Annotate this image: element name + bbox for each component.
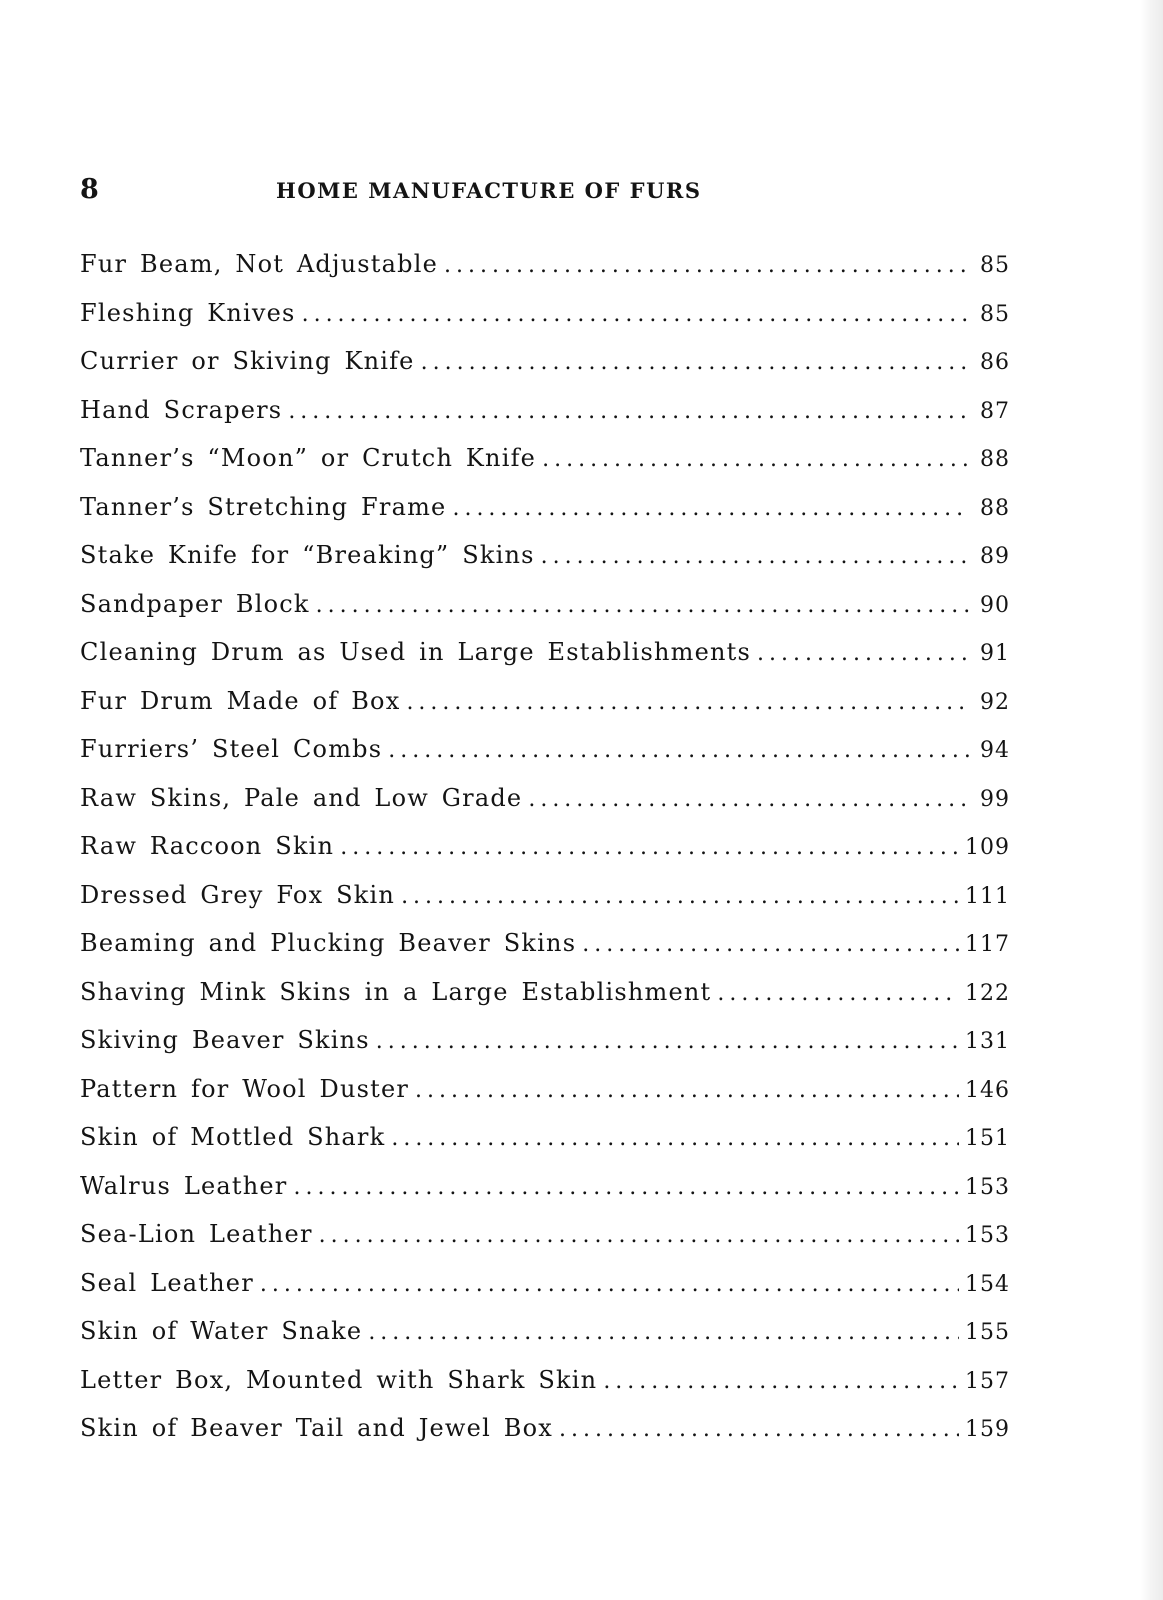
- entry-title: Sandpaper Block: [80, 589, 310, 618]
- entry-title: Tanner’s “Moon” or Crutch Knife: [80, 444, 537, 472]
- page-number: 8: [80, 174, 99, 205]
- list-entry: [80, 580, 1010, 629]
- entry-title: Currier or Skiving Knife: [80, 347, 415, 375]
- entry-page-number: 88: [980, 495, 1010, 521]
- dot-leader: [415, 1067, 959, 1116]
- list-entry: [80, 968, 1010, 1017]
- dot-leader: [391, 1115, 959, 1164]
- page-edge-shadow: [1141, 0, 1163, 1600]
- entry-page-number: 157: [965, 1368, 1010, 1394]
- entry-page-number: 153: [965, 1223, 1010, 1248]
- list-entry: [80, 774, 1010, 823]
- dot-leader: [603, 1358, 959, 1407]
- entry-title: Letter Box, Mounted with Shark Skin: [80, 1365, 598, 1394]
- list-entry: [80, 240, 1010, 289]
- list-entry: [80, 337, 1010, 386]
- entry-title: Fleshing Knives: [80, 298, 296, 327]
- entry-page-number: 85: [980, 301, 1010, 327]
- entry-page-number: 117: [965, 932, 1010, 957]
- dot-leader: [444, 242, 970, 291]
- dot-leader: [452, 485, 970, 534]
- entry-page-number: 109: [965, 835, 1010, 860]
- entry-title: Stake Knife for “Breaking” Skins: [80, 541, 535, 569]
- list-entry: [80, 483, 1010, 532]
- list-entry: [80, 1065, 1010, 1114]
- page-header: [80, 172, 840, 212]
- list-entry: [80, 1210, 1010, 1259]
- list-entry: [80, 1356, 1010, 1405]
- entry-page-number: 153: [965, 1174, 1010, 1200]
- entry-title: Pattern for Wool Duster: [80, 1074, 410, 1103]
- entry-title: Beaming and Plucking Beaver Skins: [80, 929, 577, 957]
- illustration-list: [80, 240, 1010, 1453]
- entry-title: Cleaning Drum as Used in Large Establishments: [80, 638, 752, 666]
- dot-leader: [288, 388, 970, 437]
- dot-leader: [582, 921, 959, 970]
- entry-page-number: 90: [980, 592, 1010, 618]
- list-entry: [80, 1404, 1010, 1453]
- dot-leader: [406, 679, 970, 728]
- dot-leader: [541, 533, 970, 582]
- entry-page-number: 131: [965, 1029, 1010, 1054]
- entry-title: Raw Skins, Pale and Low Grade: [80, 783, 523, 812]
- entry-title: Hand Scrapers: [80, 395, 283, 424]
- entry-page-number: 99: [980, 786, 1010, 812]
- entry-page-number: 154: [965, 1271, 1010, 1297]
- dot-leader: [260, 1261, 959, 1310]
- entry-title: Fur Beam, Not Adjustable: [80, 250, 439, 278]
- entry-page-number: 111: [965, 883, 1010, 909]
- dot-leader: [293, 1164, 959, 1213]
- list-entry: [80, 919, 1010, 968]
- entry-page-number: 88: [980, 447, 1010, 472]
- dot-leader: [316, 582, 970, 631]
- entry-page-number: 85: [980, 253, 1010, 278]
- list-entry: [80, 725, 1010, 774]
- entry-title: Walrus Leather: [80, 1171, 288, 1200]
- dot-leader: [757, 630, 970, 679]
- entry-title: Fur Drum Made of Box: [80, 686, 401, 715]
- dot-leader: [542, 436, 970, 485]
- entry-title: Skin of Beaver Tail and Jewel Box: [80, 1414, 554, 1442]
- entry-title: Raw Raccoon Skin: [80, 832, 335, 860]
- list-entry: [80, 871, 1010, 920]
- list-entry: [80, 531, 1010, 580]
- dot-leader: [388, 727, 970, 776]
- entry-title: Skin of Mottled Shark: [80, 1123, 386, 1151]
- running-title: HOME MANUFACTURE OF FURS: [276, 178, 702, 203]
- list-entry: [80, 1259, 1010, 1308]
- dot-leader: [559, 1406, 959, 1455]
- entry-title: Tanner’s Stretching Frame: [80, 492, 447, 521]
- dot-leader: [319, 1212, 959, 1261]
- entry-page-number: 155: [965, 1320, 1010, 1345]
- list-entry: [80, 677, 1010, 726]
- entry-title: Furriers’ Steel Combs: [80, 735, 383, 763]
- dot-leader: [376, 1018, 959, 1067]
- list-entry: [80, 1307, 1010, 1356]
- list-entry: [80, 1113, 1010, 1162]
- dot-leader: [302, 291, 970, 340]
- entry-page-number: 146: [965, 1077, 1010, 1103]
- list-entry: [80, 434, 1010, 483]
- list-entry: [80, 386, 1010, 435]
- list-entry: [80, 1162, 1010, 1211]
- entry-title: Skiving Beaver Skins: [80, 1026, 370, 1054]
- entry-page-number: 159: [965, 1417, 1010, 1442]
- entry-page-number: 91: [980, 641, 1010, 666]
- list-entry: [80, 822, 1010, 871]
- entry-title: Skin of Water Snake: [80, 1317, 363, 1345]
- entry-page-number: 89: [980, 544, 1010, 569]
- entry-title: Sea-Lion Leather: [80, 1220, 313, 1248]
- entry-page-number: 94: [980, 738, 1010, 763]
- entry-title: Dressed Grey Fox Skin: [80, 880, 396, 909]
- entry-page-number: 92: [980, 689, 1010, 715]
- dot-leader: [340, 824, 959, 873]
- list-entry: [80, 289, 1010, 338]
- entry-title: Shaving Mink Skins in a Large Establishment: [80, 977, 712, 1006]
- dot-leader: [528, 776, 970, 825]
- dot-leader: [717, 970, 959, 1019]
- dot-leader: [401, 873, 959, 922]
- entry-page-number: 122: [965, 980, 1010, 1006]
- dot-leader: [368, 1309, 959, 1358]
- entry-page-number: 87: [980, 398, 1010, 424]
- list-entry: [80, 1016, 1010, 1065]
- list-entry: [80, 628, 1010, 677]
- entry-page-number: 151: [965, 1126, 1010, 1151]
- entry-title: Seal Leather: [80, 1268, 254, 1297]
- dot-leader: [421, 339, 970, 388]
- entry-page-number: 86: [980, 350, 1010, 375]
